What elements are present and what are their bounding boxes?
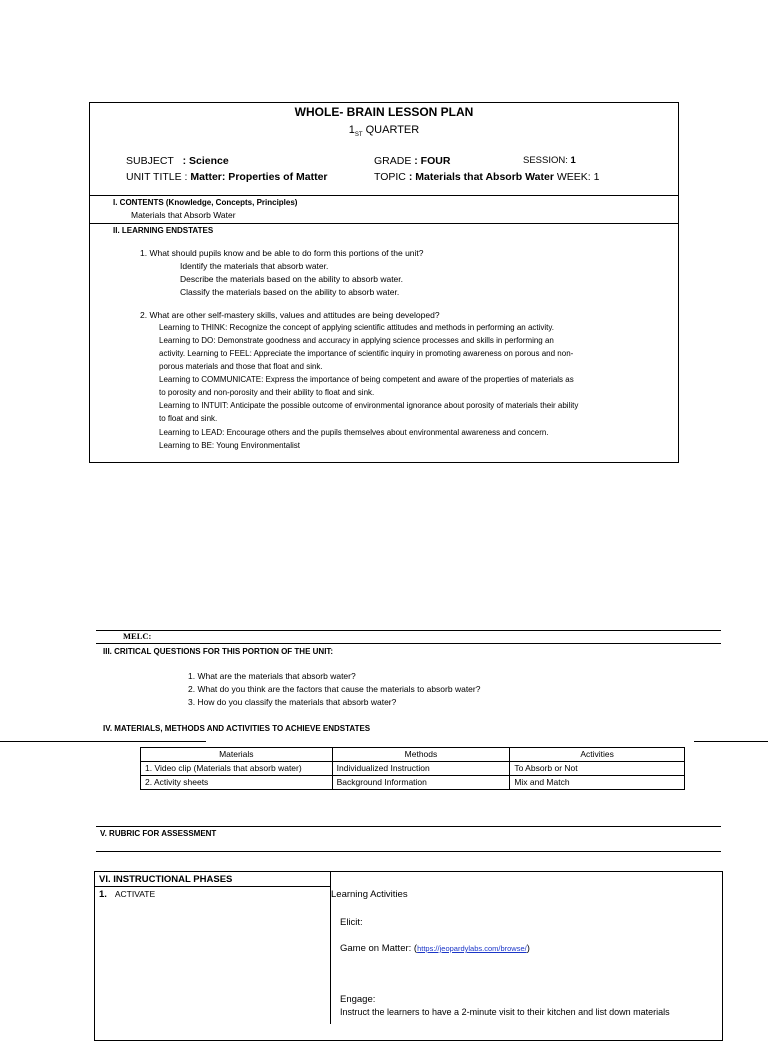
melc-top-rule (96, 630, 721, 631)
endstates-heading: II. LEARNING ENDSTATES (113, 226, 214, 235)
melc-label: MELC: (123, 631, 152, 641)
endstates-item-3: Classify the materials based on the ability to absorb water. (180, 287, 400, 297)
endstates-question-1: 1. What should pupils know and be able to do form this portions of the unit? (140, 248, 424, 258)
week-label: WEEK: (556, 171, 591, 183)
subject-line (126, 154, 229, 168)
skill-line: to porosity and non-porosity and their ability to float and sink. (159, 388, 375, 397)
game-close: ) (526, 943, 530, 954)
skill-line: to float and sink. (159, 414, 218, 423)
learning-activities-label: Learning Activities (331, 889, 408, 900)
phase-name: ACTIVATE (114, 889, 156, 899)
quarter-label (89, 123, 679, 142)
materials-heading: IV. MATERIALS, METHODS AND ACTIVITIES TO ACHIEVE ENDSTATES (103, 724, 371, 733)
contents-heading: I. CONTENTS (Knowledge, Concepts, Principles) (113, 198, 298, 207)
week-value: 1 (593, 171, 600, 183)
topic-line (374, 170, 599, 184)
skill-line: Learning to DO: Demonstrate goodness and accuracy in applying science processes and skills in performing an (159, 336, 554, 345)
table-row (141, 776, 685, 790)
engage-label: Engage: (340, 994, 376, 1005)
table-cell: Mix and Match (510, 776, 685, 790)
topic-value: : Materials that Absorb Water (408, 171, 554, 183)
skill-line: porous materials and those that float and sink. (159, 362, 323, 371)
skill-line: activity. Learning to FEEL: Appreciate the importance of scientific inquiry in promoting awareness on porous and non- (159, 349, 574, 358)
game-label: Game on Matter: ( (340, 943, 418, 954)
endstates-item-2: Describe the materials based on the ability to absorb water. (180, 274, 404, 284)
session-value: 1 (570, 155, 576, 166)
jeopardy-link[interactable]: https://jeopardylabs.com/browse/ (417, 944, 527, 953)
melc-bottom-rule (96, 643, 721, 644)
unit-title-label: UNIT TITLE : (126, 171, 188, 183)
materials-right-rule (694, 741, 768, 742)
engage-text: Instruct the learners to have a 2-minute visit to their kitchen and list down materials (340, 1007, 670, 1017)
phases-heading-rule (94, 886, 330, 887)
phase-activate (99, 888, 155, 901)
grade-value: : FOUR (414, 155, 451, 167)
table-cell: 2. Activity sheets (141, 776, 333, 790)
table-cell: To Absorb or Not (510, 762, 685, 776)
critical-question: 2. What do you think are the factors that cause the materials to absorb water? (188, 684, 481, 694)
column-header-materials: Materials (141, 748, 333, 762)
quarter-word: QUARTER (365, 124, 420, 136)
subject-label: SUBJECT (126, 155, 174, 167)
critical-question: 1. What are the materials that absorb water? (188, 671, 356, 681)
phases-heading: VI. INSTRUCTIONAL PHASES (99, 874, 233, 885)
column-header-methods: Methods (332, 748, 510, 762)
endstates-item-1: Identify the materials that absorb water. (180, 261, 329, 271)
elicit-label: Elicit: (340, 917, 363, 928)
unit-title-line (126, 170, 328, 184)
subject-value: : Science (182, 155, 229, 167)
endstates-question-2: 2. What are other self-mastery skills, values and attitudes are being developed? (140, 310, 440, 320)
game-line (340, 942, 530, 955)
contents-value: Materials that Absorb Water (131, 210, 236, 220)
skill-line: Learning to LEAD: Encourage others and the pupils themselves about environmental awareness and concern. (159, 428, 549, 437)
rubric-heading: V. RUBRIC FOR ASSESSMENT (100, 829, 217, 838)
table-header-row (141, 748, 685, 762)
critical-question: 3. How do you classify the materials that absorb water? (188, 697, 397, 707)
topic-label: TOPIC (374, 171, 406, 183)
skill-line: Learning to COMMUNICATE: Express the importance of being competent and aware of the properties of materials as (159, 375, 574, 384)
critical-questions-heading: III. CRITICAL QUESTIONS FOR THIS PORTION OF THE UNIT: (103, 647, 334, 656)
table-cell: Individualized Instruction (332, 762, 510, 776)
unit-title-value: Matter: Properties of Matter (190, 171, 328, 183)
rubric-bottom-rule (96, 851, 721, 852)
lesson-plan-title: WHOLE- BRAIN LESSON PLAN (294, 105, 474, 119)
phase-number: 1. (99, 889, 107, 900)
quarter-number: 1 (348, 124, 355, 136)
skill-line: Learning to THINK: Recognize the concept of applying scientific attitudes and methods in performing an activity. (159, 323, 555, 332)
session-line (523, 154, 576, 168)
session-label: SESSION: (523, 155, 568, 166)
skill-line: Learning to INTUIT: Anticipate the possible outcome of environmental ignorance about porosity of materials their ability (159, 401, 579, 410)
table-cell: Background Information (332, 776, 510, 790)
materials-left-rule (0, 741, 206, 742)
table-row (141, 762, 685, 776)
grade-label: GRADE (374, 155, 412, 167)
quarter-superscript: ST (354, 132, 363, 139)
materials-table (140, 747, 685, 790)
skill-line: Learning to BE: Young Environmentalist (159, 441, 300, 450)
grade-line (374, 154, 450, 168)
column-header-activities: Activities (510, 748, 685, 762)
table-cell: 1. Video clip (Materials that absorb water) (141, 762, 333, 776)
